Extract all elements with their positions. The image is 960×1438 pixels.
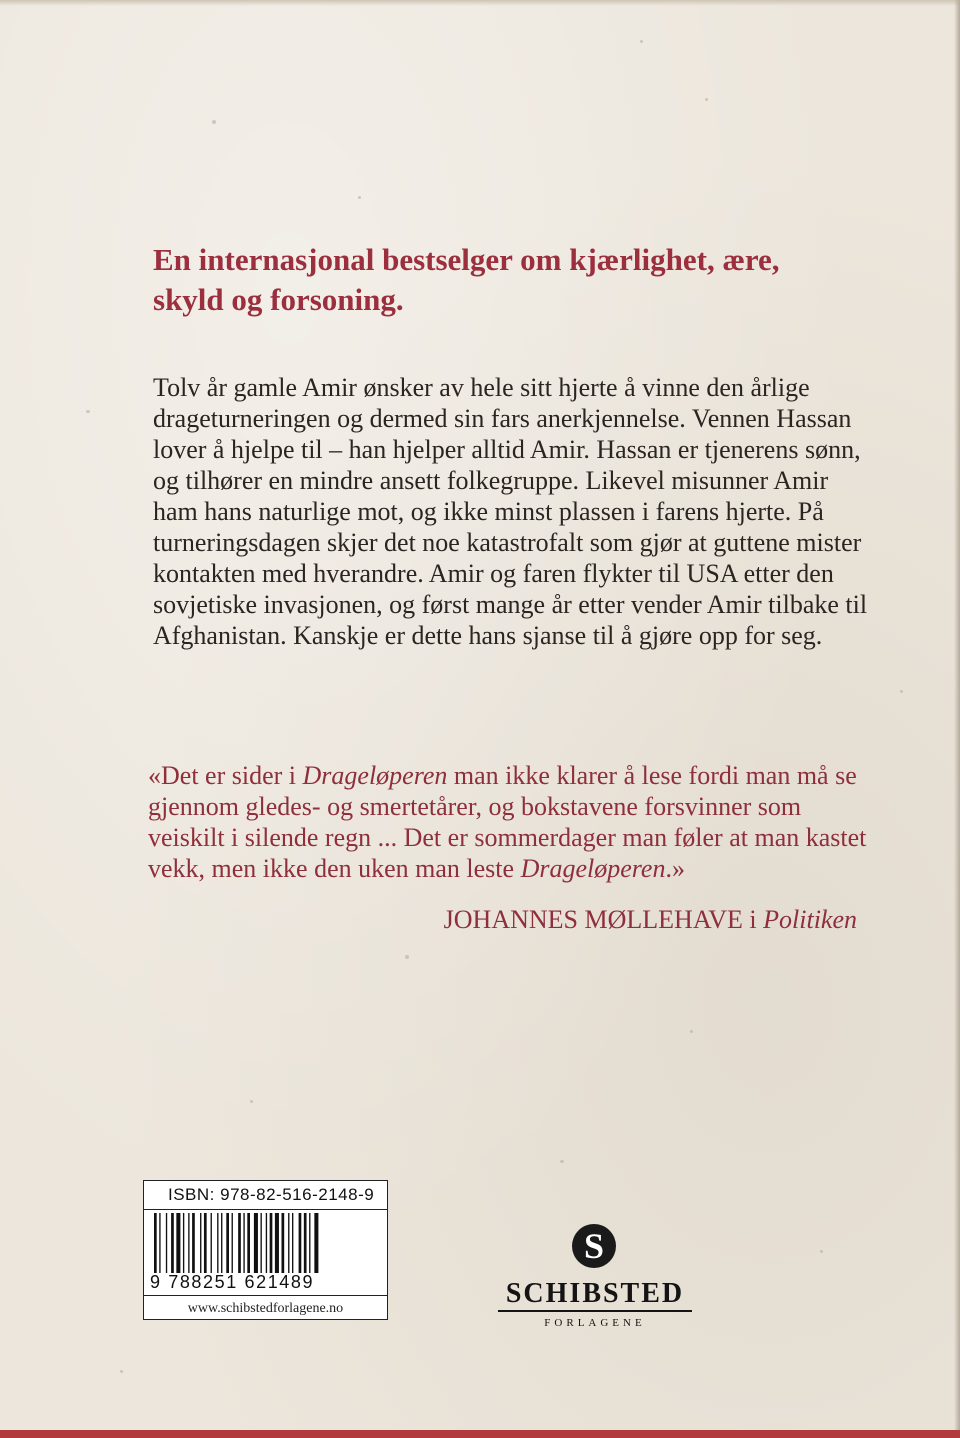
cover-top-edge bbox=[0, 0, 960, 6]
barcode-bars bbox=[150, 1213, 382, 1273]
barcode-bar bbox=[217, 1213, 218, 1273]
publisher-logo bbox=[490, 1218, 700, 1338]
barcode-bar bbox=[211, 1213, 212, 1273]
tagline-heading: En internasjonal bestselger om kjærlighet, ære, skyld og forsoning. bbox=[153, 242, 780, 317]
barcode-bar bbox=[192, 1213, 195, 1273]
quote-connector: i bbox=[742, 905, 764, 934]
paper-speck bbox=[86, 410, 90, 413]
quote-text-middle: man ikke klarer å lese fordi man må se gjennom gledes- og smertetårer, og bokstavene forsvinner som veiskilt i silende regn ... Det er sommerdager man føler at man kastet vekk, men ikke den uken man leste bbox=[148, 761, 867, 883]
barcode-bar bbox=[304, 1213, 307, 1273]
paper-speck bbox=[690, 1030, 693, 1033]
barcode-bar bbox=[200, 1213, 201, 1273]
barcode-bar bbox=[232, 1213, 233, 1273]
quote-attribution bbox=[444, 904, 857, 935]
barcode-bar bbox=[270, 1213, 273, 1273]
barcode-bar bbox=[171, 1213, 174, 1273]
barcode-bar bbox=[299, 1213, 302, 1273]
barcode-bar bbox=[204, 1213, 207, 1273]
paper-speck bbox=[900, 690, 903, 693]
paper-speck bbox=[212, 120, 216, 124]
barcode-bar bbox=[154, 1213, 157, 1273]
barcode-bar bbox=[275, 1213, 279, 1273]
barcode-bar bbox=[309, 1213, 310, 1273]
barcode-bar bbox=[314, 1213, 318, 1273]
synopsis-paragraph: Tolv år gamle Amir ønsker av hele sitt hjerte å vinne den årlige drageturneringen og dermed sin fars anerkjennelse. Vennen Hassan lover å hjelpe til – han hjelper alltid Amir. Hassan er tjenerens sønn, og tilhører en mindre ansett folkegruppe. Likevel misunner Amir ham hans naturlige mot, og ikke minst plassen i farens hjerte. På turneringsdagen skjer det noe katastrofalt som gjør at guttene mister kontakten med hverandre. Amir og faren flykter til USA etter den sovjetiske invasjonen, og først mange år etter vender Amir tilbake til Afghanistan. Kanskje er dette hans sjanse til å gjøre opp for seg. bbox=[153, 373, 868, 650]
barcode-bar bbox=[176, 1213, 180, 1273]
paper-speck bbox=[358, 196, 361, 199]
paper-speck bbox=[820, 1250, 823, 1253]
barcode-bar bbox=[159, 1213, 160, 1273]
cover-bottom-edge bbox=[0, 1430, 960, 1438]
publisher-rule bbox=[498, 1310, 692, 1312]
publisher-url: www.schibstedforlagene.no bbox=[144, 1295, 387, 1321]
barcode-bar bbox=[238, 1213, 241, 1273]
barcode-bar bbox=[166, 1213, 167, 1273]
barcode-bar bbox=[183, 1213, 184, 1273]
barcode-bar bbox=[266, 1213, 267, 1273]
quote-text-close: .» bbox=[665, 854, 685, 883]
barcode-bar bbox=[226, 1213, 229, 1273]
barcode-bar bbox=[247, 1213, 250, 1273]
paper-speck bbox=[120, 1370, 123, 1373]
barcode-bar bbox=[243, 1213, 244, 1273]
quote-source: Politiken bbox=[763, 905, 857, 934]
barcode-bar bbox=[188, 1213, 189, 1273]
quote-book-title: Drageløperen bbox=[302, 761, 448, 790]
cover-right-edge bbox=[954, 0, 960, 1438]
barcode-bar bbox=[292, 1213, 293, 1273]
barcode-bar bbox=[282, 1213, 285, 1273]
isbn-barcode-box bbox=[143, 1180, 388, 1320]
paper-speck bbox=[705, 98, 708, 101]
barcode-bar bbox=[261, 1213, 262, 1273]
isbn-label: ISBN: 978-82-516-2148-9 bbox=[144, 1181, 387, 1210]
quote-book-title: Drageløperen bbox=[520, 854, 666, 883]
barcode-digits: 9 788251 621489 bbox=[150, 1272, 315, 1292]
barcode-bar bbox=[288, 1213, 289, 1273]
paper-speck bbox=[405, 955, 409, 959]
paper-speck bbox=[560, 1160, 564, 1163]
quote-text-open: «Det er sider i bbox=[148, 761, 303, 790]
barcode-bar bbox=[221, 1213, 222, 1273]
quote-author: JOHANNES MØLLEHAVE bbox=[443, 905, 743, 934]
publisher-name: SCHIBSTED bbox=[505, 1278, 685, 1309]
publisher-subtitle: FORLAGENE bbox=[544, 1317, 646, 1329]
review-quote bbox=[148, 760, 868, 884]
paper-speck bbox=[640, 40, 643, 43]
publisher-s-icon: S bbox=[572, 1224, 616, 1268]
paper-speck bbox=[250, 1100, 253, 1103]
barcode-bar bbox=[254, 1213, 258, 1273]
